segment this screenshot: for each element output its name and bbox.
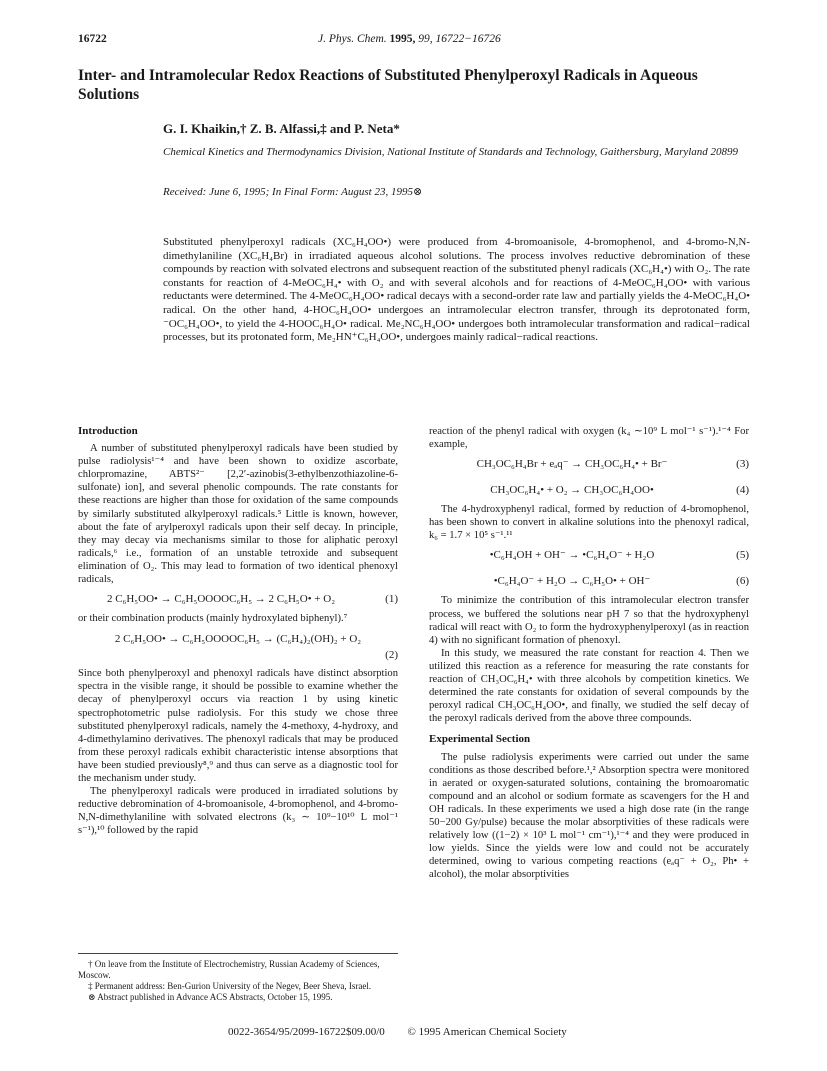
journal-name: J. Phys. Chem.: [318, 33, 387, 45]
intro-paragraph-1: A number of substituted phenylperoxyl radicals have been studied by pulse radiolysis¹⁻⁴ and have been shown to oxidize ascorbate, chlorpromazine, ABTS²⁻ [2,2′-azinobis(3-ethylbenzothiazoline-6-sulfonate) ion], and several phenolic compounds. The rate constants for these reactions are higher than those for oxidation of the same compounds by similarly substituted alkylperoxyl radicals.⁵ Little is known, however, about the fate of arylperoxyl radicals upon their self decay. In principle, they may decay via mechanisms similar to those for aliphatic peroxyl radicals,⁶ i.e., formation of an unstable tetroxide and subsequent elimination of O₂. This may lead to formation of two identical phenoxyl radicals,: [78, 443, 398, 586]
left-column: [78, 425, 398, 837]
equation-6-number: (6): [736, 575, 749, 588]
equation-4-expression: CH₃OC₆H₄• + O₂ → CH₃OC₆H₄OO•: [490, 484, 654, 497]
right-paragraph-1: reaction of the phenyl radical with oxygen (k₄ ∼10⁹ L mol⁻¹ s⁻¹).¹⁻⁴ For example,: [429, 426, 749, 451]
intro-paragraph-2: or their combination products (mainly hydroxylated biphenyl).⁷: [78, 613, 348, 625]
equation-2: [78, 629, 398, 663]
right-paragraph-4: In this study, we measured the rate constant for reaction 4. Then we utilized this reaction as a reference for measuring the rate constants for reaction of CH₃OC₆H₄• with three alcohols by competition kinetics. We determined the rate constants for oxidation of several compounds by the peroxyl radical CH₃OC₆H₄OO•, and finally, we studied the self decay of the peroxyl radicals derived from the above three compounds.: [429, 647, 749, 725]
equation-2-number: (2): [385, 649, 398, 662]
equation-6: [429, 568, 749, 594]
right-column: [429, 425, 749, 881]
footnotes: [78, 953, 398, 1003]
received-dates: Received: June 6, 1995; In Final Form: August 23, 1995⊗: [163, 186, 423, 198]
running-header: [78, 33, 749, 49]
right-paragraph-2: The 4-hydroxyphenyl radical, formed by reduction of 4-bromophenol, has been shown to convert in alkaline solutions into the phenoxyl radical, k₆ = 1.7 × 10⁵ s⁻¹.¹¹: [429, 504, 749, 542]
experimental-heading: Experimental Section: [429, 733, 531, 746]
abstract: Substituted phenylperoxyl radicals (XC₆H₄OO•) were produced from 4-bromoanisole, 4-bromophenol, and 4-bromo-N,N-dimethylaniline (XC₆H₄Br) in irradiated aqueous alcohol solutions. The process involves reductive debromination of these compounds by reaction with solvated electrons and subsequent reaction of the substituted phenyl radicals (XC₆H₄•) with O₂. The rate constants for reaction of 4-MeOC₆H₄• with O₂ and with several alcohols and for reactions of 4-MeOC₆H₄OO• with various reductants were determined. The 4-MeOC₆H₄OO• radical decays with a second-order rate law and partially yields the 4-MeOC₆H₄O• radical. On the other hand, 4-HOC₆H₄OO• undergoes an intramolecular electron transfer, through its deprotonated form, ⁻OC₆H₄OO•, to yield the 4-HOOC₆H₄O• radical. Me₂NC₆H₄OO• undergoes both intramolecular transformation and radical−radical processes, but its protonated form, Me₂HN⁺C₆H₄OO•, undergoes mainly radical−radical reactions.: [163, 236, 751, 344]
equation-2-expression: 2 C₆H₅OO• → C₆H₅OOOOC₆H₅ → (C₆H₄)₂(OH)₂ + O₂: [114, 633, 362, 646]
equation-3-expression: CH₃OC₆H₄Br + eₐq⁻ → CH₃OC₆H₄• + Br⁻: [476, 458, 668, 471]
page-number: 16722: [78, 33, 107, 45]
intro-paragraph-3: Since both phenylperoxyl and phenoxyl radicals have distinct absorption spectra in the visible range, it should be possible to examine whether the decay of phenylperoxyl occurs via reaction 1 by using kinetic spectrophotometric pulse radiolysis. For this study we chose three substituted phenylperoxyl radicals, namely the 4-methoxy, 4-hydroxy, and 4-dimethylamino derivatives. The phenoxyl radicals that may be produced from these peroxyl radicals exhibit characteristic intense absorptions that have been studied previously⁸,⁹ and thus can serve as a diagnostic tool for the mechanism under study.: [78, 668, 398, 784]
footnote-2: ‡ Permanent address: Ben-Gurion University of the Negev, Beer Sheva, Israel.: [88, 981, 372, 991]
intro-paragraph-4: The phenylperoxyl radicals were produced in irradiated solutions by reductive debromination of 4-bromoanisole, 4-bromophenol, and 4-bromo-N,N-dimethylaniline with solvated electrons (k₃ ∼ 10⁹−10¹⁰ L mol⁻¹ s⁻¹),¹⁰ followed by the rapid: [78, 786, 398, 837]
footnote-1: † On leave from the Institute of Electrochemistry, Russian Academy of Sciences, Moscow.: [78, 959, 380, 980]
journal-volume-pages: 99, 16722−16726: [418, 33, 501, 45]
copyright-notice: © 1995 American Chemical Society: [407, 1026, 567, 1038]
equation-1-expression: 2 C₆H₅OO• → C₆H₅OOOOC₆H₅ → 2 C₆H₅O• + O₂: [106, 593, 336, 606]
equation-4: [429, 477, 749, 503]
equation-5-expression: •C₆H₄OH + OH⁻ → •C₆H₄O⁻ + H₂O: [489, 549, 655, 562]
experimental-paragraph-1: The pulse radiolysis experiments were carried out under the same conditions as those described before.¹,² Absorption spectra were monitored in aerated or oxygen-saturated solutions, containing the bromoaromatic compound and an alcohol or sodium formate as scavengers for the H and OH radicals. In these experiments we used a high dose rate (in the range 50−200 Gy/pulse) because the molar absorptivities of these radicals were relatively low ((1−2) × 10³ L mol⁻¹ cm⁻¹),¹⁻⁴ and they were produced in low yields. Since the yields were low and could not be accurately determined, owing to various competing reactions (eₐq⁻ + O₂, Ph• + alcohol), the molar absorptivities: [429, 751, 749, 881]
page-footer: [228, 1026, 587, 1038]
journal-citation: [318, 33, 501, 45]
paper-title: Inter- and Intramolecular Redox Reactions of Substituted Phenylperoxyl Radicals in Aqueous Solutions: [78, 67, 698, 103]
right-paragraph-3: To minimize the contribution of this intramolecular electron transfer process, we buffered the solutions near pH 7 so that the hydroxyphenyl radical will react with O₂ to form the hydroxyphenylperoxyl (as in reaction 4) with no significant formation of phenoxyl.: [429, 595, 749, 646]
equation-5-number: (5): [736, 549, 749, 562]
author-list: G. I. Khaikin,† Z. B. Alfassi,‡ and P. Neta*: [163, 121, 400, 136]
journal-year: 1995,: [389, 33, 416, 45]
affiliation: Chemical Kinetics and Thermodynamics Division, National Institute of Standards and Technology, Gaithersburg, Maryland 20899: [163, 146, 739, 158]
equation-1-number: (1): [385, 593, 398, 606]
equation-1: [78, 586, 398, 612]
equation-3: [429, 451, 749, 477]
introduction-heading: Introduction: [78, 425, 138, 437]
equation-6-expression: •C₆H₄O⁻ + H₂O → C₆H₅O• + OH⁻: [493, 575, 651, 588]
equation-4-number: (4): [736, 484, 749, 497]
equation-5: [429, 542, 749, 568]
equation-3-number: (3): [736, 458, 749, 471]
footnote-3: ⊗ Abstract published in Advance ACS Abstracts, October 15, 1995.: [88, 992, 333, 1002]
article-code: 0022-3654/95/2099-16722$09.00/0: [228, 1026, 385, 1038]
